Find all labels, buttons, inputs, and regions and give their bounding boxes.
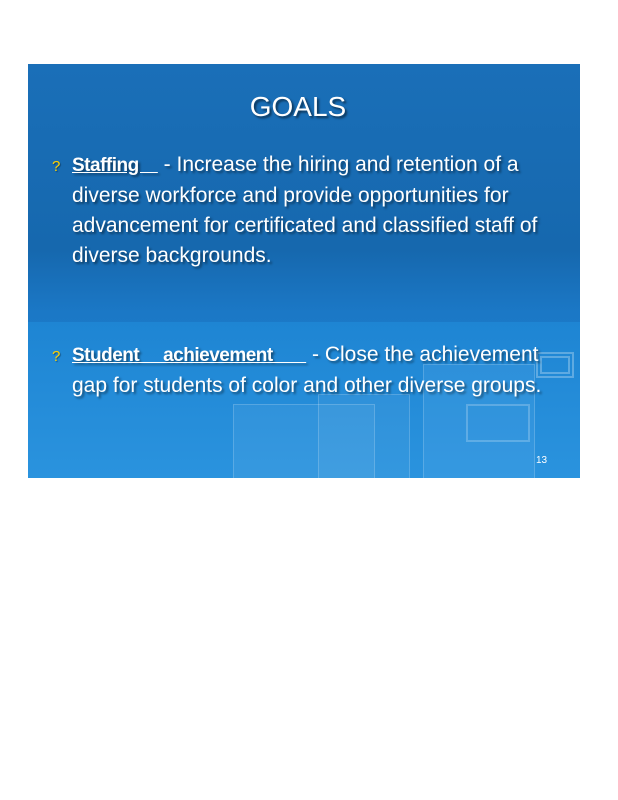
bullet-text — [72, 340, 552, 401]
slide — [28, 64, 580, 478]
page-number: 13 — [536, 455, 548, 466]
bullet-separator: - — [306, 343, 325, 366]
bullet-term: Student achievement — [72, 345, 307, 366]
bullet-separator: - — [157, 153, 177, 176]
bullet-marker-icon: ? — [52, 348, 61, 365]
bullet-description: Close the achievement gap for students of color and other diverse groups. — [72, 343, 542, 397]
bullet-text — [72, 150, 552, 271]
bullet-marker-icon: ? — [52, 158, 61, 175]
bullet-staffing — [52, 150, 552, 271]
bullet-student-achievement — [52, 340, 552, 401]
slide-title: GOALS — [249, 91, 347, 122]
bullet-description: Increase the hiring and retention of a diverse workforce and provide opportunities for advancement for certificated and classified staff of diverse backgrounds. — [72, 153, 538, 267]
decorative-frame — [466, 404, 530, 442]
bullet-term: Staffing — [72, 155, 158, 176]
decorative-panel — [318, 394, 410, 478]
